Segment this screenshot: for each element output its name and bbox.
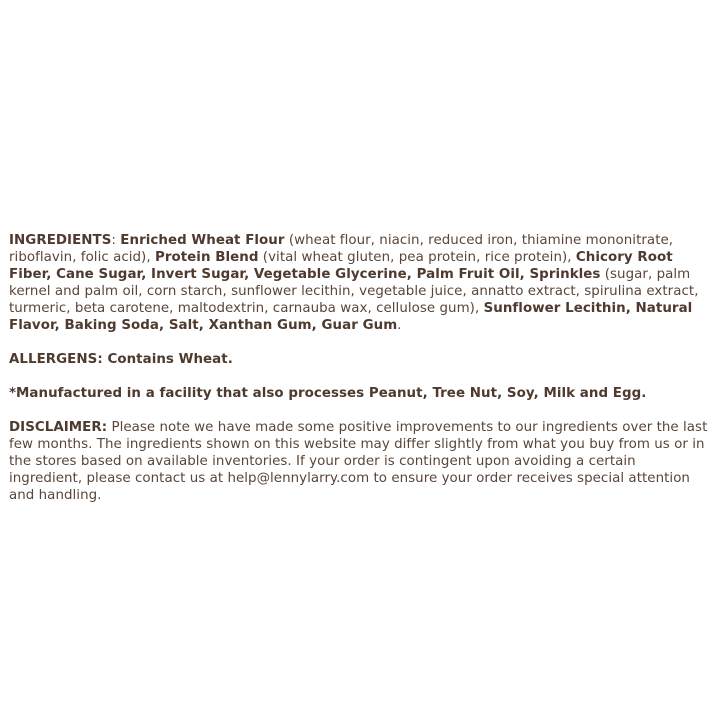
ingredient-detail: (sugar, palm kernel and palm oil, corn starch, sunflower lecithin, vegetable juice, annatto extract, spirulina extract, turmeric, beta carotene, maltodextrin, carnauba wax, cellulose gum), (9, 267, 699, 316)
facility-note-text: *Manufactured in a facility that also processes Peanut, Tree Nut, Soy, Milk and Egg. (9, 386, 647, 401)
ingredient-name: Sunflower Lecithin, Natural Flavor, Baking Soda, Salt, Xanthan Gum, Guar Gum (9, 301, 693, 333)
allergens-paragraph (9, 351, 713, 368)
disclaimer-label: DISCLAIMER: (9, 420, 108, 435)
ingredients-colon: : (111, 233, 121, 248)
ingredients-paragraph (9, 232, 713, 334)
disclaimer-text: Please note we have made some positive improvements to our ingredients over the last few months. The ingredients shown on this website may differ slightly from what you buy from us or in the stores based on available inventories. If your order is contingent upon avoiding a certain ingredient, please contact us at help@lennylarry.com to ensure your order receives special attention and handling. (9, 420, 708, 503)
allergens-text: ALLERGENS: Contains Wheat. (9, 352, 233, 367)
disclaimer-paragraph (9, 419, 713, 504)
ingredient-detail: (vital wheat gluten, pea protein, rice protein), (258, 250, 576, 265)
ingredient-name: Enriched Wheat Flour (120, 233, 285, 248)
ingredient-name: Chicory Root Fiber, Cane Sugar, Invert Sugar, Vegetable Glycerine, Palm Fruit Oil, Sprinkles (9, 250, 673, 282)
facility-note-paragraph (9, 385, 713, 402)
nutrition-text-block (9, 232, 713, 504)
ingredients-label: INGREDIENTS (9, 233, 112, 248)
ingredient-detail: . (397, 318, 402, 333)
ingredient-name: Protein Blend (154, 250, 259, 265)
ingredient-detail: (wheat flour, niacin, reduced iron, thiamine mononitrate, riboflavin, folic acid), (9, 233, 674, 265)
